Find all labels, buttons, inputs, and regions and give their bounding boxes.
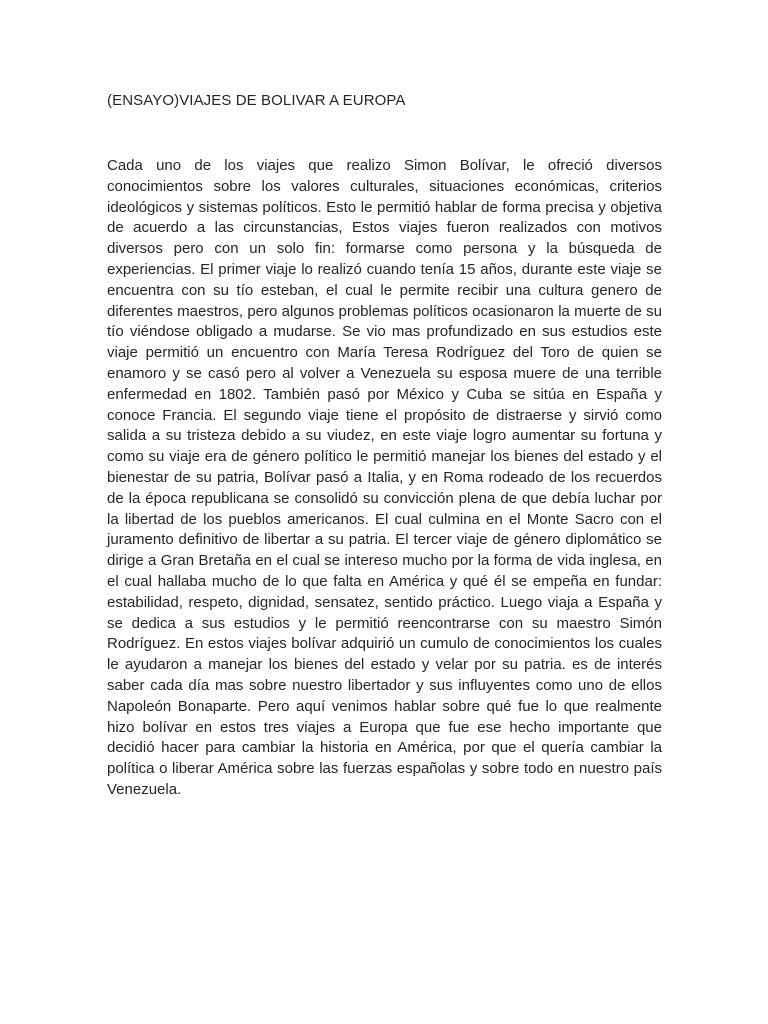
document-body-paragraph: Cada uno de los viajes que realizo Simon Bolívar, le ofreció diversos conocimientos sobre los valores culturales, situaciones económicas, criterios ideológicos y sistemas políticos. Esto le permitió hablar de forma precisa y objetiva de acuerdo a las circunstancias, Estos viajes fueron realizados con motivos diversos pero con un solo fin: formarse como persona y la búsqueda de experiencias. El primer viaje lo realizó cuando tenía 15 años, durante este viaje se encuentra con su tío esteban, el cual le permite recibir una cultura genero de diferentes maestros, pero algunos problemas políticos ocasionaron la muerte de su tío viéndose obligado a mudarse. Se vio mas profundizado en sus estudios este viaje permitió un encuentro con María Teresa Rodríguez del Toro de quien se enamoro y se casó pero al volver a Venezuela su esposa muere de una terrible enfermedad en 1802. También pasó por México y Cuba se sitúa en España y conoce Francia. El segundo viaje tiene el propósito de distraerse y sirvió como salida a su tristeza debido a su viudez, en este viaje logro aumentar su fortuna y como su viaje era de género político le permitió manejar los bienes del estado y el bienestar de su patria, Bolívar pasó a Italia, y en Roma rodeado de los recuerdos de la época republicana se consolidó su convicción plena de que debía luchar por la libertad de los pueblos americanos. El cual culmina en el Monte Sacro con el juramento definitivo de libertar a su patria. El tercer viaje de género diplomático se dirige a Gran Bretaña en el cual se intereso mucho por la forma de vida inglesa, en el cual hallaba mucho de lo que falta en América y qué él se empeña en fundar: estabilidad, respeto, dignidad, sensatez, sentido práctico. Luego viaja a España y se dedica a sus estudios y le permitió reencontrarse con su maestro Simón Rodríguez. En estos viajes bolívar adquirió un cumulo de conocimientos los cuales le ayudaron a manejar los bienes del estado y velar por su patria. es de interés saber cada día mas sobre nuestro libertador y sus influyentes como uno de ellos Napoleón Bonaparte. Pero aquí venimos hablar sobre qué fue lo que realmente hizo bolívar en estos tres viajes a Europa que fue ese hecho importante que decidió hacer para cambiar la historia en América, por que el quería cambiar la política o liberar América sobre las fuerzas españolas y sobre todo en nuestro país Venezuela. bbox=[107, 157, 662, 798]
document-title: (ENSAYO)VIAJES DE BOLIVAR A EUROPA bbox=[107, 92, 406, 109]
